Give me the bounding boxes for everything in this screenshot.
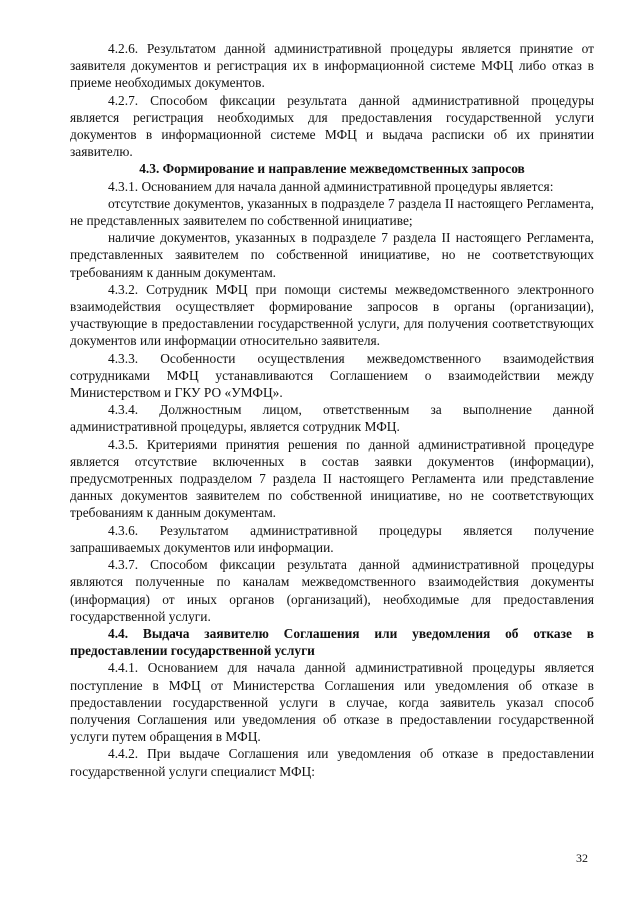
paragraph-4-3-4: 4.3.4. Должностным лицом, ответственным за выполнение данной административной процедуры, является сотрудник МФЦ. <box>70 402 594 435</box>
paragraph-4-3-5: 4.3.5. Критериями принятия решения по данной административной процедуре является отсутствие включенных в состав заявки документов (информации), предусмотренных подразделом 7 раздела II настоящего Регламента или представление данных документов заявителем по собственной инициативе, но не соответствующих требованиям к данным документам. <box>70 436 594 521</box>
paragraph-absence-of-documents: отсутствие документов, указанных в подразделе 7 раздела II настоящего Регламента, не представленных заявителем по собственной инициативе; <box>70 195 594 229</box>
page-number: 32 <box>576 851 588 865</box>
section-heading-4-3: 4.3. Формирование и направление межведомственных запросов <box>139 161 525 177</box>
paragraph-4-4-2: 4.4.2. При выдаче Соглашения или уведомления об отказе в предоставлении государственной услуги специалист МФЦ: <box>70 746 594 779</box>
document-body <box>70 40 594 780</box>
paragraph-4-2-7: 4.2.7. Способом фиксации результата данной административной процедуры является регистрация необходимых для предоставления государственной услуги документов в информационной системе МФЦ и выдача расписки об их принятии заявителю. <box>70 92 594 160</box>
paragraph-4-3-6: 4.3.6. Результатом административной процедуры является получение запрашиваемых документов или информации. <box>70 522 594 555</box>
paragraph-4-2-6: 4.2.6. Результатом данной административной процедуры является принятие от заявителя документов и регистрация их в информационной системе МФЦ либо отказ в приеме необходимых документов. <box>70 41 594 91</box>
paragraph-4-3-7: 4.3.7. Способом фиксации результата данной административной процедуры являются полученные по каналам межведомственного взаимодействия документы (информация) от иных органов (организаций), необходимые для предоставления государственной услуги. <box>70 557 594 624</box>
paragraph-4-4-1: 4.4.1. Основанием для начала данной административной процедуры является поступление в МФЦ от Министерства Соглашения или уведомления об отказе в предоставлении государственной услуги в случае, когда заявитель указал способ получения Соглашения или уведомления об отказе в предоставлении государственной услуги путем обращения в МФЦ. <box>70 660 594 745</box>
paragraph-4-3-3: 4.3.3. Особенности осуществления межведомственного взаимодействия сотрудниками МФЦ устанавливаются Соглашением о взаимодействии между Министерством и ГКУ РО «УМФЦ». <box>70 350 594 401</box>
paragraph-presence-of-documents: наличие документов, указанных в подразделе 7 раздела II настоящего Регламента, представленных заявителем по собственной инициативе, но не соответствующих требованиям к данным документам. <box>70 230 594 280</box>
paragraph-4-3-1: 4.3.1. Основанием для начала данной административной процедуры является: <box>108 178 554 194</box>
section-heading-4-4: 4.4. Выдача заявителю Соглашения или уведомления об отказе в предоставлении государственной услуги <box>70 625 594 659</box>
paragraph-4-3-2: 4.3.2. Сотрудник МФЦ при помощи системы межведомственного электронного взаимодействия осуществляет формирование запросов в органы (организации), участвующие в предоставлении государственной услуги, для получения соответствующих документов или информации относительно заявителя. <box>70 281 594 349</box>
